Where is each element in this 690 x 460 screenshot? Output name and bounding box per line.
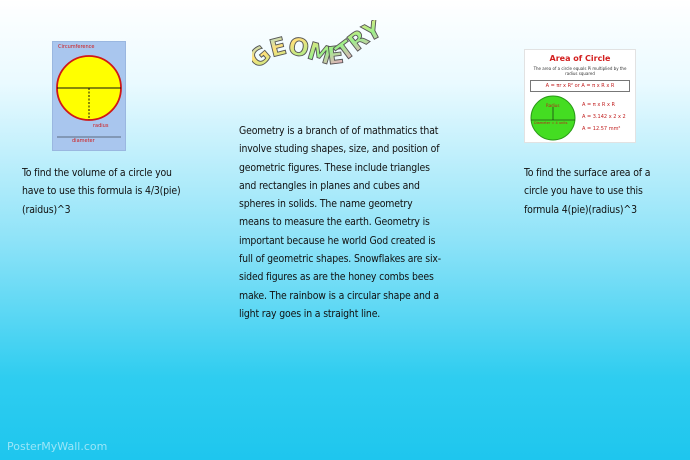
circle-radius-label: Radius [546,103,560,108]
area-diagram-title: Area of Circle [549,54,611,63]
circle-diameter-label: Diameter = 4 units [534,121,568,125]
circumference-label: Circumference [58,44,95,50]
circle-diagram-left [52,41,126,151]
svg-text:GEOMETRY [252,20,387,74]
diameter-label: diameter [72,138,95,144]
green-circle-graphic [528,93,578,143]
title-text: EOMETRY [266,20,386,71]
watermark-text: PosterMyWall.com [7,440,108,453]
area-step-1: A = π x R x R [582,102,616,108]
area-step-3: A = 12.57 mm² [582,126,621,132]
geometry-description-text: Geometry is a branch of of mathmatics that involve studing shapes, size, and position of geometric figures. These include triangles and rectangles in planes and cubes and spheres in solids. The name geometry means to measure the earth. Geometry is important because he world God created is full of geometric shapes. Snowflakes are six-sided figures as are the honey combs bees make. The rainbow is a circular shape and a light ray goes in a straight line. [239,125,442,320]
title-wordart-graphic [252,20,414,86]
circle-diagram-graphic [52,41,126,151]
radius-label: radius [93,123,109,129]
volume-formula-text: To find the volume of a circle you have to use this formula is 4/3(pie)(raidus)^3 [22,167,181,216]
area-formula-box: A = πr x R² or A = π x R x R [530,80,630,92]
area-diagram-subtitle: The area of a circle equals Pi multiplied by the radius squared [533,66,627,76]
area-step-2: A = 3.142 x 2 x 2 [582,114,626,120]
title-wordart [252,20,414,86]
surface-area-formula-text: To find the surface area of a circle you have to use this formula 4(pie)(radius)^3 [524,167,651,216]
area-of-circle-diagram [524,49,636,143]
